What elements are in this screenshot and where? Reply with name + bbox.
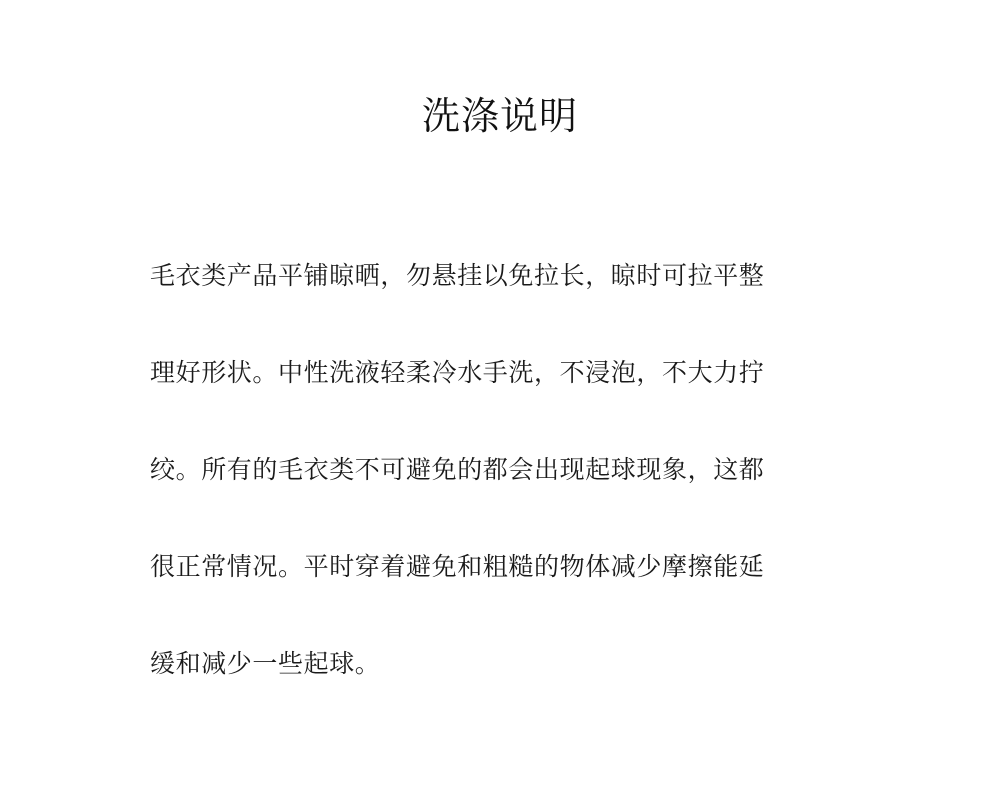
body-line-3: 绞。所有的毛衣类不可避免的都会出现起球现象，这都 — [150, 455, 765, 484]
page-title: 洗涤说明 — [421, 94, 578, 138]
body-line-5: 缓和减少一些起球。 — [150, 649, 381, 678]
body-line-1: 毛衣类产品平铺晾晒，勿悬挂以免拉长，晾时可拉平整 — [150, 261, 765, 290]
care-instructions-body — [150, 248, 850, 733]
body-line-2: 理好形状。中性洗液轻柔冷水手洗，不浸泡，不大力拧 — [150, 358, 765, 387]
body-line-4: 很正常情况。平时穿着避免和粗糙的物体减少摩擦能延 — [150, 552, 765, 581]
